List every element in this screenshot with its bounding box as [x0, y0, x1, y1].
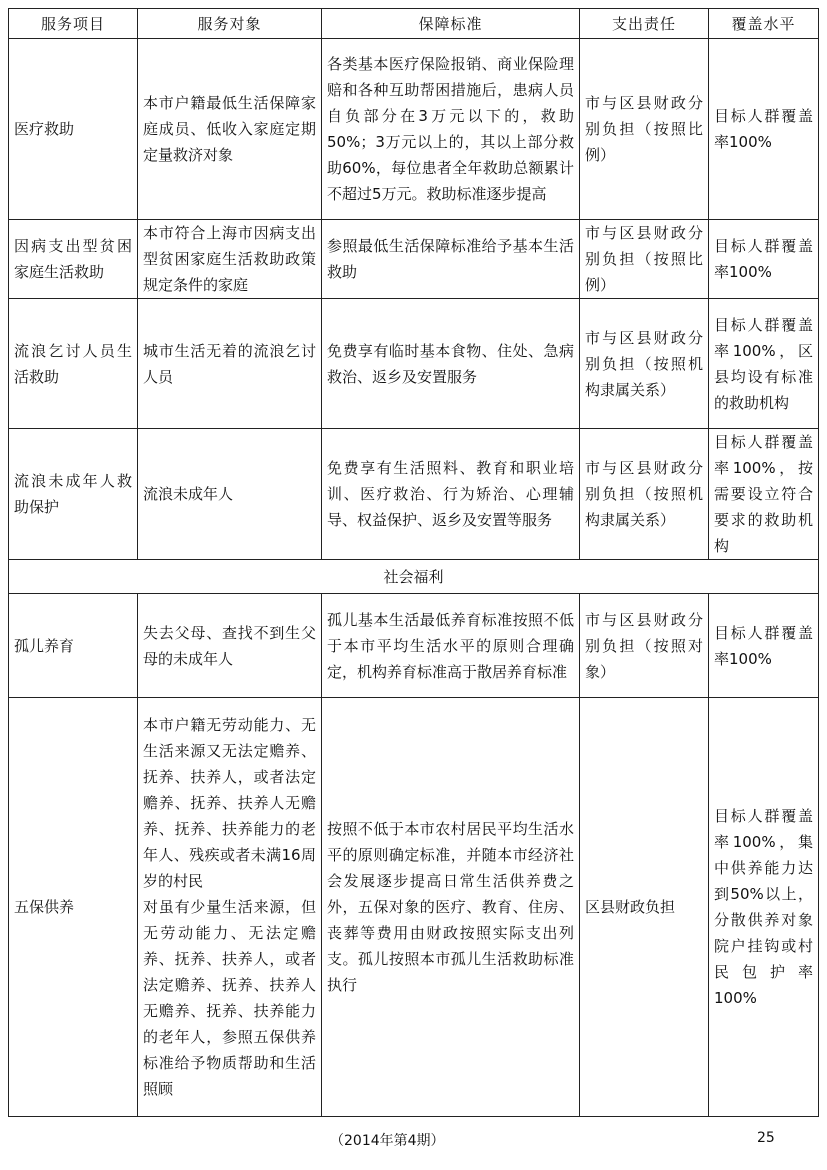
section-title: 社会福利	[9, 560, 819, 594]
cell-responsibility: 市与区县财政分别负担（按照比例）	[580, 220, 709, 299]
welfare-services-table	[8, 8, 819, 1117]
cell-standard: 参照最低生活保障标准给予基本生活救助	[322, 220, 580, 299]
table-row	[9, 698, 819, 1117]
cell-target: 本市户籍最低生活保障家庭成员、低收入家庭定期定量救济对象	[138, 39, 322, 220]
cell-coverage: 目标人群覆盖率100%	[709, 220, 819, 299]
table-row	[9, 594, 819, 698]
cell-coverage: 目标人群覆盖率100%	[709, 39, 819, 220]
target-text-primary: 本市户籍无劳动能力、无生活来源又无法定赡养、抚养、扶养人，或者法定赡养、抚养、扶养人无赡养、抚养、扶养能力的老年人、残疾或者未满16周岁的村民	[143, 716, 316, 890]
cell-responsibility: 市与区县财政分别负担（按照机构隶属关系）	[580, 299, 709, 429]
header-coverage: 覆盖水平	[709, 9, 819, 39]
issue-label: （2014年第4期）	[330, 1133, 445, 1149]
cell-standard: 免费享有生活照料、教育和职业培训、医疗救治、行为矫治、心理辅导、权益保护、返乡及安置等服务	[322, 429, 580, 560]
cell-item: 因病支出型贫困家庭生活救助	[9, 220, 138, 299]
header-responsibility: 支出责任	[580, 9, 709, 39]
header-service-item: 服务项目	[9, 9, 138, 39]
cell-item: 流浪乞讨人员生活救助	[9, 299, 138, 429]
cell-coverage: 目标人群覆盖率100%，集中供养能力达到50%以上，分散供养对象院户挂钩或村民包护率100%	[709, 698, 819, 1117]
table-row	[9, 429, 819, 560]
cell-item: 五保供养	[9, 698, 138, 1117]
cell-standard: 各类基本医疗保险报销、商业保险理赔和各种互助帮困措施后，患病人员自负部分在3万元以下的，救助50%；3万元以上的，其以上部分救助60%，每位患者全年救助总额累计不超过5万元。救助标准逐步提高	[322, 39, 580, 220]
cell-standard: 孤儿基本生活最低养育标准按照不低于本市平均生活水平的原则合理确定，机构养育标准高于散居养育标准	[322, 594, 580, 698]
cell-target: 城市生活无着的流浪乞讨人员	[138, 299, 322, 429]
section-row	[9, 560, 819, 594]
target-text-secondary: 对虽有少量生活来源，但无劳动能力、无法定赡养、抚养、扶养人，或者法定赡养、抚养、扶养人无赡养、抚养、扶养能力的老年人，参照五保供养标准给予物质帮助和生活照顾	[143, 898, 316, 1098]
cell-coverage: 目标人群覆盖率100%，区县均设有标准的救助机构	[709, 299, 819, 429]
cell-target	[138, 698, 322, 1117]
cell-standard: 免费享有临时基本食物、住处、急病救治、返乡及安置服务	[322, 299, 580, 429]
header-service-target: 服务对象	[138, 9, 322, 39]
cell-item: 医疗救助	[9, 39, 138, 220]
cell-target: 本市符合上海市因病支出型贫困家庭生活救助政策规定条件的家庭	[138, 220, 322, 299]
table-row	[9, 220, 819, 299]
cell-responsibility: 市与区县财政分别负担（按照对象）	[580, 594, 709, 698]
header-standard: 保障标准	[322, 9, 580, 39]
cell-item: 孤儿养育	[9, 594, 138, 698]
cell-target: 流浪未成年人	[138, 429, 322, 560]
table-row	[9, 299, 819, 429]
cell-item: 流浪未成年人救助保护	[9, 429, 138, 560]
page-footer	[0, 1130, 827, 1154]
table-header-row	[9, 9, 819, 39]
cell-responsibility: 市与区县财政分别负担（按照比例）	[580, 39, 709, 220]
page-number: 25	[757, 1130, 775, 1146]
cell-target: 失去父母、查找不到生父母的未成年人	[138, 594, 322, 698]
cell-responsibility: 市与区县财政分别负担（按照机构隶属关系）	[580, 429, 709, 560]
cell-standard: 按照不低于本市农村居民平均生活水平的原则确定标准，并随本市经济社会发展逐步提高日常生活供养费之外，五保对象的医疗、教育、住房、丧葬等费用由财政按照实际支出列支。孤儿按照本市孤儿生活救助标准执行	[322, 698, 580, 1117]
cell-responsibility: 区县财政负担	[580, 698, 709, 1117]
table-row	[9, 39, 819, 220]
cell-coverage: 目标人群覆盖率100%，按需要设立符合要求的救助机构	[709, 429, 819, 560]
cell-coverage: 目标人群覆盖率100%	[709, 594, 819, 698]
